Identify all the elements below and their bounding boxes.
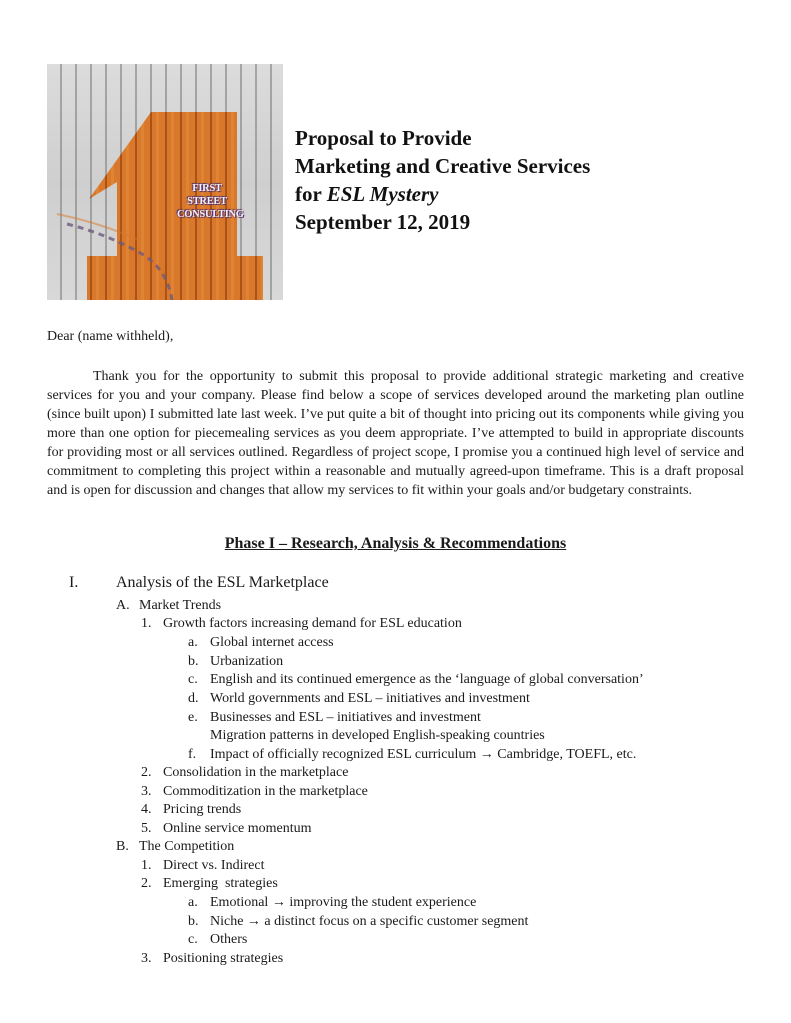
title-line-3: [295, 180, 590, 208]
outline-text: Analysis of the ESL Marketplace: [116, 574, 329, 591]
salutation: Dear (name withheld),: [47, 329, 174, 344]
outline-text: Market Trends: [139, 598, 222, 613]
first-street-consulting-logo: [47, 64, 283, 300]
intro-paragraph: Thank you for the opportunity to submit this proposal to provide additional strategic marketing and creative services for you and your company. Please find below a scope of services developed around the marketing plan outline (since built upon) I submitted late last week. I’ve put quite a bit of thought into pricing out its components while giving you more than one option for piecemealing services as you deem appropriate. I’ve attempted to build in appropriate discounts for providing most or all services outlined. Regardless of project scope, I promise you a continued high level of service and commitment to completing this project within a reasonable and mutually agreed-upon timeframe. This is a draft proposal and is open for discussion and changes that allow my services to fit within your goals and/or budgetary constraints.: [47, 369, 744, 498]
outline-marker: I.: [69, 574, 79, 591]
number-one-icon: [47, 64, 283, 300]
title-for: for: [295, 182, 327, 206]
outline-marker: 2.: [141, 765, 152, 780]
outline-marker: B.: [116, 839, 129, 854]
outline-text: Niche → a distinct focus on a specific customer segment: [210, 914, 529, 929]
document-title: [295, 124, 590, 236]
outline-text: Online service momentum: [163, 821, 312, 836]
outline-marker: 1.: [141, 616, 152, 631]
outline-text: Positioning strategies: [163, 951, 284, 966]
outline-text: Pricing trends: [163, 802, 242, 817]
outline-text: Emotional → improving the student experience: [210, 895, 477, 910]
outline-marker: c.: [188, 672, 198, 687]
outline-text: Direct vs. Indirect: [163, 858, 265, 873]
outline-marker: c.: [188, 932, 198, 947]
outline-marker: f.: [188, 747, 197, 762]
outline-text: Consolidation in the marketplace: [163, 765, 349, 780]
logo-text: [177, 182, 244, 221]
outline-marker: e.: [188, 710, 198, 725]
outline-text: The Competition: [139, 839, 235, 854]
outline-marker: b.: [188, 914, 199, 929]
outline-text: World governments and ESL – initiatives and investment: [210, 691, 530, 706]
title-date: September 12, 2019: [295, 210, 471, 234]
outline-marker: a.: [188, 635, 198, 650]
outline-text: Growth factors increasing demand for ESL education: [163, 616, 462, 631]
outline-text: Commoditization in the marketplace: [163, 784, 368, 799]
outline-marker: 5.: [141, 821, 152, 836]
logo-text-street: STREET: [187, 196, 227, 207]
outline-text: English and its continued emergence as the ‘language of global conversation’: [210, 672, 644, 687]
outline-marker: 3.: [141, 784, 152, 799]
phase-heading: Phase I – Research, Analysis & Recommendations: [224, 535, 567, 552]
outline-text: Impact of officially recognized ESL curriculum → Cambridge, TOEFL, etc.: [210, 747, 637, 762]
title-line-2: Marketing and Creative Services: [295, 154, 591, 178]
outline-text: Migration patterns in developed English-speaking countries: [210, 728, 545, 743]
outline-marker: d.: [188, 691, 199, 706]
title-line-1: Proposal to Provide: [295, 126, 472, 150]
logo-text-first: FIRST: [192, 183, 222, 194]
outline-marker: 2.: [141, 876, 152, 891]
outline-text: Emerging strategies: [163, 876, 278, 891]
outline-marker: b.: [188, 654, 199, 669]
outline-text: Urbanization: [210, 654, 284, 669]
logo-text-consulting: CONSULTING: [177, 209, 244, 220]
outline-text: Others: [210, 932, 248, 947]
outline-marker: A.: [116, 598, 130, 613]
outline-marker: a.: [188, 895, 198, 910]
outline-marker: 3.: [141, 951, 152, 966]
outline-marker: 1.: [141, 858, 152, 873]
outline-text: Businesses and ESL – initiatives and investment: [210, 710, 481, 725]
client-name: ESL Mystery: [326, 182, 439, 206]
outline-text: Global internet access: [210, 635, 334, 650]
outline-marker: 4.: [141, 802, 152, 817]
